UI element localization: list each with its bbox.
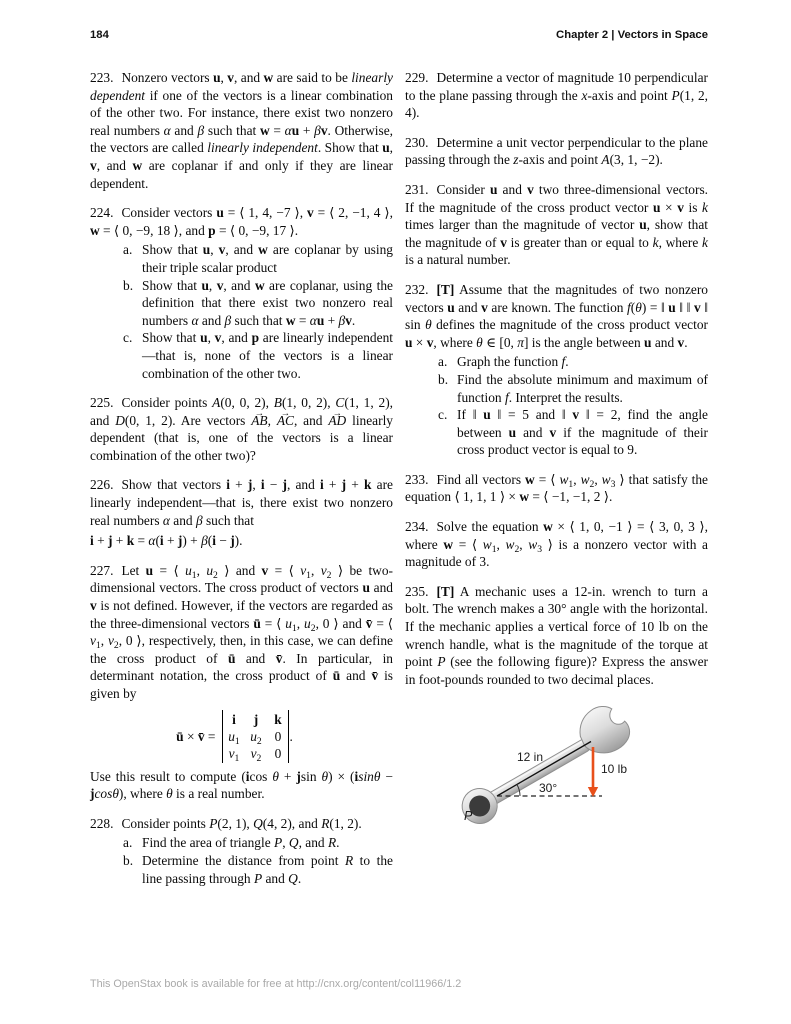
problem-number: 233.	[405, 471, 429, 487]
problem-234	[405, 518, 708, 571]
wrench-illustration	[449, 700, 679, 842]
figure-label-force: 10 lb	[601, 762, 628, 777]
problem-235	[405, 583, 708, 689]
page-header	[90, 29, 708, 41]
equation-lhs: ū × v̄ =	[176, 728, 216, 744]
two-column-layout	[90, 69, 708, 899]
problem-part	[123, 834, 393, 852]
problem-231	[405, 181, 708, 269]
problem-part	[123, 277, 393, 330]
determinant-equation	[90, 710, 379, 763]
problem-body: Consider vectors u = ⟨ 1, 4, −7 ⟩, v = ⟨ 2, −1, 4 ⟩, w = ⟨ 0, −9, 18 ⟩, and p = ⟨ 0, −9, 17 ⟩.	[90, 205, 393, 238]
part-text: Graph the function f.	[457, 354, 569, 370]
problem-body: Consider points A(0, 0, 2), B(1, 0, 2), C(1, 1, 2), and D(0, 1, 2). Are vectors → AB, → AC, and → AD linearly dependent (that is, one of the vectors is a linear combination of the other two)?	[90, 395, 393, 463]
chapter-title: Chapter 2 | Vectors in Space	[556, 29, 708, 41]
problem-number: 228.	[90, 815, 114, 831]
problem-233	[405, 471, 708, 506]
problem-number: 234.	[405, 519, 429, 535]
problem-body: Determine a vector of magnitude 10 perpendicular to the plane passing through the x-axis and point P(1, 2, 4).	[405, 70, 708, 121]
problem-223	[90, 69, 393, 192]
problem-parts	[123, 241, 393, 382]
part-text: Find the absolute minimum and maximum of function f. Interpret the results.	[457, 371, 708, 405]
shaft-highlight	[488, 741, 585, 797]
problem-number: 232.	[405, 281, 429, 297]
part-label: b.	[438, 371, 449, 387]
part-label: b.	[123, 277, 134, 293]
part-text: Show that u, v, and p are linearly independent—that is, none of the vectors is a linear combination of the other two.	[142, 330, 393, 381]
matrix-cell: j	[253, 711, 259, 727]
problem-body-continued: Use this result to compute (icos θ + jsin θ) × (isinθ − jcosθ), where θ is a real number.	[90, 768, 393, 802]
problem-parts	[438, 353, 708, 459]
problem-part	[123, 329, 393, 382]
part-label: a.	[123, 242, 133, 258]
matrix-cell: 0	[274, 728, 282, 744]
problem-body: Show that vectors i + j, i − j, and i + j + k are linearly independent—that is, there exist two nonzero real numbers α and β such that	[90, 477, 393, 528]
problem-225	[90, 394, 393, 464]
part-label: c.	[123, 330, 133, 346]
problem-body: Consider points P(2, 1), Q(4, 2), and R(1, 2).	[121, 815, 362, 831]
problem-227	[90, 562, 393, 803]
determinant-matrix	[222, 710, 289, 763]
problem-229	[405, 69, 708, 122]
part-text: Determine the distance from point R to the line passing through P and Q.	[142, 852, 393, 886]
part-text: If ‖ u ‖ = 5 and ‖ v ‖ = 2, find the angle between u and v if the magnitude of their cross product vector is equal to 9.	[457, 407, 709, 458]
wrench-figure	[449, 700, 708, 846]
problem-number: 229.	[405, 70, 429, 85]
problem-228	[90, 815, 393, 887]
part-label: c.	[438, 407, 448, 423]
matrix-cell: 0	[274, 745, 282, 761]
problem-230	[405, 134, 708, 169]
problem-body: Find all vectors w = ⟨ $w_1$, $w_2$, $w_3$ ⟩ that satisfy the equation ⟨ 1, 1, 1 ⟩ × w = ⟨ −1, −1, 2 ⟩.	[405, 471, 708, 505]
equation-period: .	[289, 728, 293, 744]
matrix-cell: i	[232, 711, 236, 727]
problem-part	[438, 371, 708, 406]
page-footer: This OpenStax book is available for free at http://cnx.org/content/col11966/1.2	[90, 978, 462, 990]
matrix-cell: $v_2$	[250, 745, 262, 764]
problem-226	[90, 476, 393, 549]
problem-body: Determine a unit vector perpendicular to the plane passing through the z-axis and point A(3, 1, −2).	[405, 134, 708, 168]
right-column	[405, 69, 708, 899]
part-text: Show that u, v, and w are coplanar, using the definition that there exist two nonzero real numbers α and β such that w = αu + βv.	[142, 277, 393, 328]
problem-part	[438, 406, 708, 459]
problem-part	[438, 353, 708, 371]
part-label: a.	[438, 354, 448, 370]
problem-number: 235.	[405, 583, 429, 599]
problem-224	[90, 204, 393, 382]
problem-number: 230.	[405, 134, 429, 150]
part-text: Find the area of triangle P, Q, and R.	[142, 835, 340, 851]
figure-label-angle: 30°	[539, 781, 558, 796]
problem-number: 227.	[90, 562, 114, 578]
matrix-cell: $u_2$	[250, 728, 262, 747]
matrix-cell: $u_1$	[228, 728, 240, 747]
problem-part	[123, 852, 393, 887]
problem-body: [T] A mechanic uses a 12-in. wrench to turn a bolt. The wrench makes a 30° angle with the horizontal. If the mechanic applies a vertical force of 10 lb on the wrench handle, what is the magnitude of the torque at point P (see the following figure)? Express the answer in foot-pounds rounded to two decimal places.	[405, 583, 708, 687]
problem-parts	[123, 834, 393, 887]
problem-part	[123, 241, 393, 276]
force-arrow-head	[588, 787, 598, 797]
problem-body: Let u = ⟨ $u_1$, $u_2$ ⟩ and v = ⟨ $v_1$, $v_2$ ⟩ be two-dimensional vectors. The cross product of vectors u and v is not defined. However, if the vectors are regarded as the three-dimensional vectors ū = ⟨ $u_1$, $u_2$, 0 ⟩ and v̄ = ⟨ $v_1$, $v_2$, 0 ⟩, respectively, then, in this case, we can define the cross product of ū and v̄. In particular, in determinant notation, the cross product of ū and v̄ is given by	[90, 562, 394, 701]
problem-number: 231.	[405, 181, 429, 197]
figure-label-length: 12 in	[517, 750, 544, 765]
part-label: b.	[123, 852, 134, 868]
equation: i + j + k = α(i + j) + β(i − j).	[90, 533, 243, 549]
matrix-cell: $v_1$	[228, 745, 240, 764]
left-column	[90, 69, 393, 899]
problem-body: [T] Assume that the magnitudes of two nonzero vectors u and v are known. The function f(θ) = ‖ u ‖ ‖ v ‖ sin θ defines the magnitude of the cross product vector u × v, where θ ∈ [0, π] is the angle between u and v.	[405, 281, 708, 350]
matrix-cell: k	[274, 711, 282, 727]
figure-label-point: P	[464, 809, 473, 824]
problem-number: 225.	[90, 395, 114, 411]
problem-number: 224.	[90, 205, 114, 221]
problem-body: Consider u and v two three-dimensional vectors. If the magnitude of the cross product vector u × v is k times larger than the magnitude of vector u, show that the magnitude of v is greater than or equal to k, where k is a natural number.	[405, 181, 709, 268]
problem-number: 226.	[90, 477, 114, 493]
part-text: Show that u, v, and w are coplanar by using their triple scalar product	[142, 242, 393, 275]
problem-232	[405, 281, 708, 459]
page-number: 184	[90, 29, 109, 41]
problem-number: 223.	[90, 70, 114, 85]
problem-body: Solve the equation w × ⟨ 1, 0, −1 ⟩ = ⟨ 3, 0, 3 ⟩, where w = ⟨ $w_1$, $w_2$, $w_3$ ⟩ is a nonzero vector with a magnitude of 3.	[405, 519, 709, 570]
problem-body: Nonzero vectors u, v, and w are said to be linearly dependent if one of the vectors is a linear combination of the other two. For instance, there exist two nonzero real numbers α and β such that w = αu + βv. Otherwise, the vectors are called linearly independent. Show that u, v, and w are coplanar if and only if they are linear dependent.	[90, 70, 394, 191]
part-label: a.	[123, 835, 133, 851]
